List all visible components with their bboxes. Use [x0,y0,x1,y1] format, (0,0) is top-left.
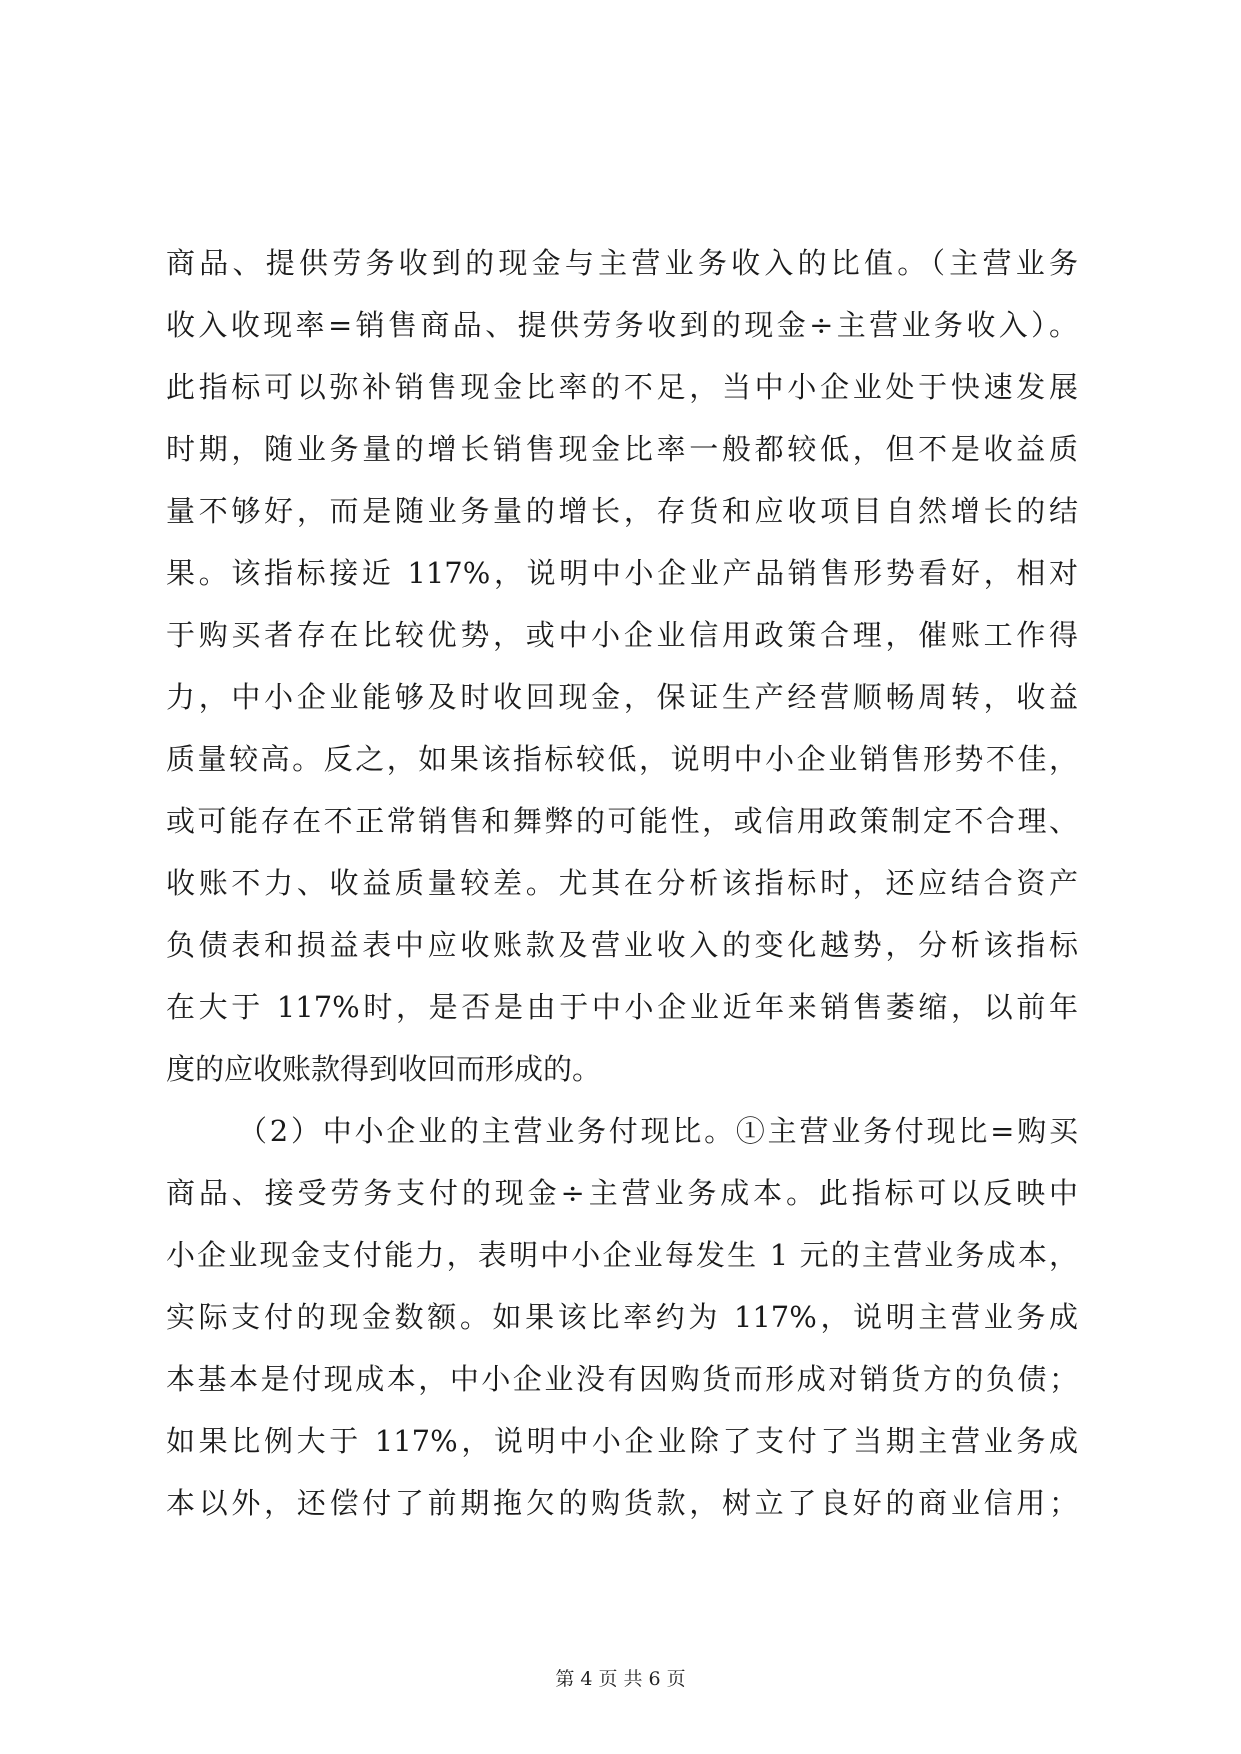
text-line: 或可能存在不正常销售和舞弊的可能性，或信用政策制定不合理、 [166,804,1078,838]
text-line: 时期，随业务量的增长销售现金比率一般都较低，但不是收益质 [166,432,1078,466]
text-line: 收入收现率=销售商品、提供劳务收到的现金÷主营业务收入）。 [166,308,1078,342]
text-line: 质量较高。反之，如果该指标较低，说明中小企业销售形势不佳， [166,742,1078,776]
text-line: 实际支付的现金数额。如果该比率约为 117%，说明主营业务成 [166,1300,1078,1334]
text-line: 小企业现金支付能力，表明中小企业每发生 1 元的主营业务成本， [166,1238,1078,1272]
text-line: 量不够好，而是随业务量的增长，存货和应收项目自然增长的结 [166,494,1078,528]
text-line: 果。该指标接近 117%，说明中小企业产品销售形势看好，相对 [166,556,1078,590]
body-text [166,232,1078,1534]
text-line: 此指标可以弥补销售现金比率的不足，当中小企业处于快速发展 [166,370,1078,404]
text-line: 在大于 117%时，是否是由于中小企业近年来销售萎缩，以前年 [166,990,1078,1024]
text-line: 商品、提供劳务收到的现金与主营业务收入的比值。（主营业务 [166,246,1078,280]
text-line: 收账不力、收益质量较差。尤其在分析该指标时，还应结合资产 [166,866,1078,900]
text-line: （2）中小企业的主营业务付现比。①主营业务付现比=购买 [238,1114,1078,1148]
text-line: 负债表和损益表中应收账款及营业收入的变化越势，分析该指标 [166,928,1078,962]
text-line: 本以外，还偿付了前期拖欠的购货款，树立了良好的商业信用； [166,1486,1078,1520]
text-line: 度的应收账款得到收回而形成的。 [166,1052,602,1086]
text-line: 力，中小企业能够及时收回现金，保证生产经营顺畅周转，收益 [166,680,1078,714]
page-number: 第 4 页 共 6 页 [555,1668,686,1690]
text-line: 如果比例大于 117%，说明中小企业除了支付了当期主营业务成 [166,1424,1078,1458]
text-line: 商品、接受劳务支付的现金÷主营业务成本。此指标可以反映中 [166,1176,1078,1210]
text-line: 于购买者存在比较优势，或中小企业信用政策合理，催账工作得 [166,618,1078,652]
text-line: 本基本是付现成本，中小企业没有因购货而形成对销货方的负债； [166,1362,1078,1396]
